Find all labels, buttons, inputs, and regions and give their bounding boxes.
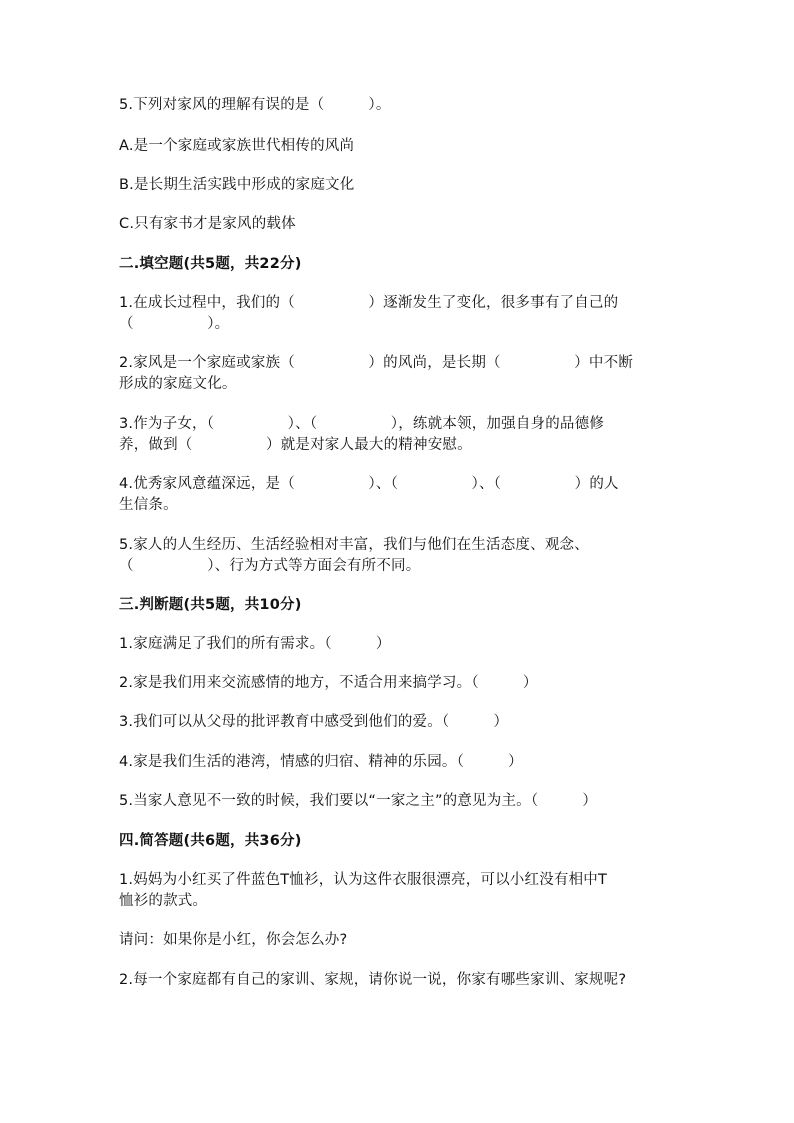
fill-in-question-4-line-1: 4.优秀家风意蕴深远，是（ ）、（ ）、（ ）的人 [119, 476, 619, 492]
fill-in-section-heading: 二.填空题(共5题，共22分) [119, 256, 302, 272]
fill-in-question-2-line-1: 2.家风是一个家庭或家族（ ）的风尚，是长期（ ）中不断 [119, 355, 634, 371]
fill-in-question-2-line-2: 形成的家庭文化。 [119, 376, 237, 392]
judge-question-4: 4.家是我们生活的港湾，情感的归宿、精神的乐园。（ ） [119, 754, 523, 770]
judge-question-3: 3.我们可以从父母的批评教育中感受到他们的爱。（ ） [119, 714, 509, 730]
judge-question-1: 1.家庭满足了我们的所有需求。（ ） [119, 636, 391, 652]
mc-question-5-option-c: C.只有家书才是家风的载体 [119, 216, 296, 232]
judge-question-5: 5.当家人意见不一致的时候，我们要以“一家之主”的意见为主。（ ） [119, 793, 598, 809]
mc-question-5-stem: 5.下列对家风的理解有误的是（ ）。 [119, 97, 391, 113]
short-answer-question-1-line-1: 1.妈妈为小红买了件蓝色T恤衫，认为这件衣服很漂亮，可以小红没有相中T [119, 872, 608, 888]
fill-in-question-5-line-2: （ ）、行为方式等方面会有所不同。 [119, 558, 421, 574]
judge-question-2: 2.家是我们用来交流感情的地方，不适合用来搞学习。（ ） [119, 675, 538, 691]
judge-section-heading: 三.判断题(共5题，共10分) [119, 597, 302, 613]
fill-in-question-1-line-2: （ ）。 [119, 316, 230, 332]
fill-in-question-4-line-2: 生信条。 [119, 497, 178, 513]
short-answer-question-2: 2.每一个家庭都有自己的家训、家规，请你说一说，你家有哪些家训、家规呢? [119, 972, 627, 988]
fill-in-question-5-line-1: 5.家人的人生经历、生活经验相对丰富，我们与他们在生活态度、观念、 [119, 537, 589, 553]
mc-question-5-option-a: A.是一个家庭或家族世代相传的风尚 [119, 138, 355, 154]
short-answer-question-1-ask: 请问：如果你是小红，你会怎么办? [119, 932, 348, 948]
mc-question-5-option-b: B.是长期生活实践中形成的家庭文化 [119, 177, 355, 193]
short-answer-section-heading: 四.简答题(共6题，共36分) [119, 833, 302, 849]
short-answer-question-1-line-2: 恤衫的款式。 [119, 893, 208, 909]
fill-in-question-3-line-1: 3.作为子女，（ ）、（ ），练就本领，加强自身的品德修 [119, 416, 605, 432]
fill-in-question-3-line-2: 养，做到（ ）就是对家人最大的精神安慰。 [119, 437, 472, 453]
fill-in-question-1-line-1: 1.在成长过程中，我们的（ ）逐渐发生了变化，很多事有了自己的 [119, 295, 619, 311]
